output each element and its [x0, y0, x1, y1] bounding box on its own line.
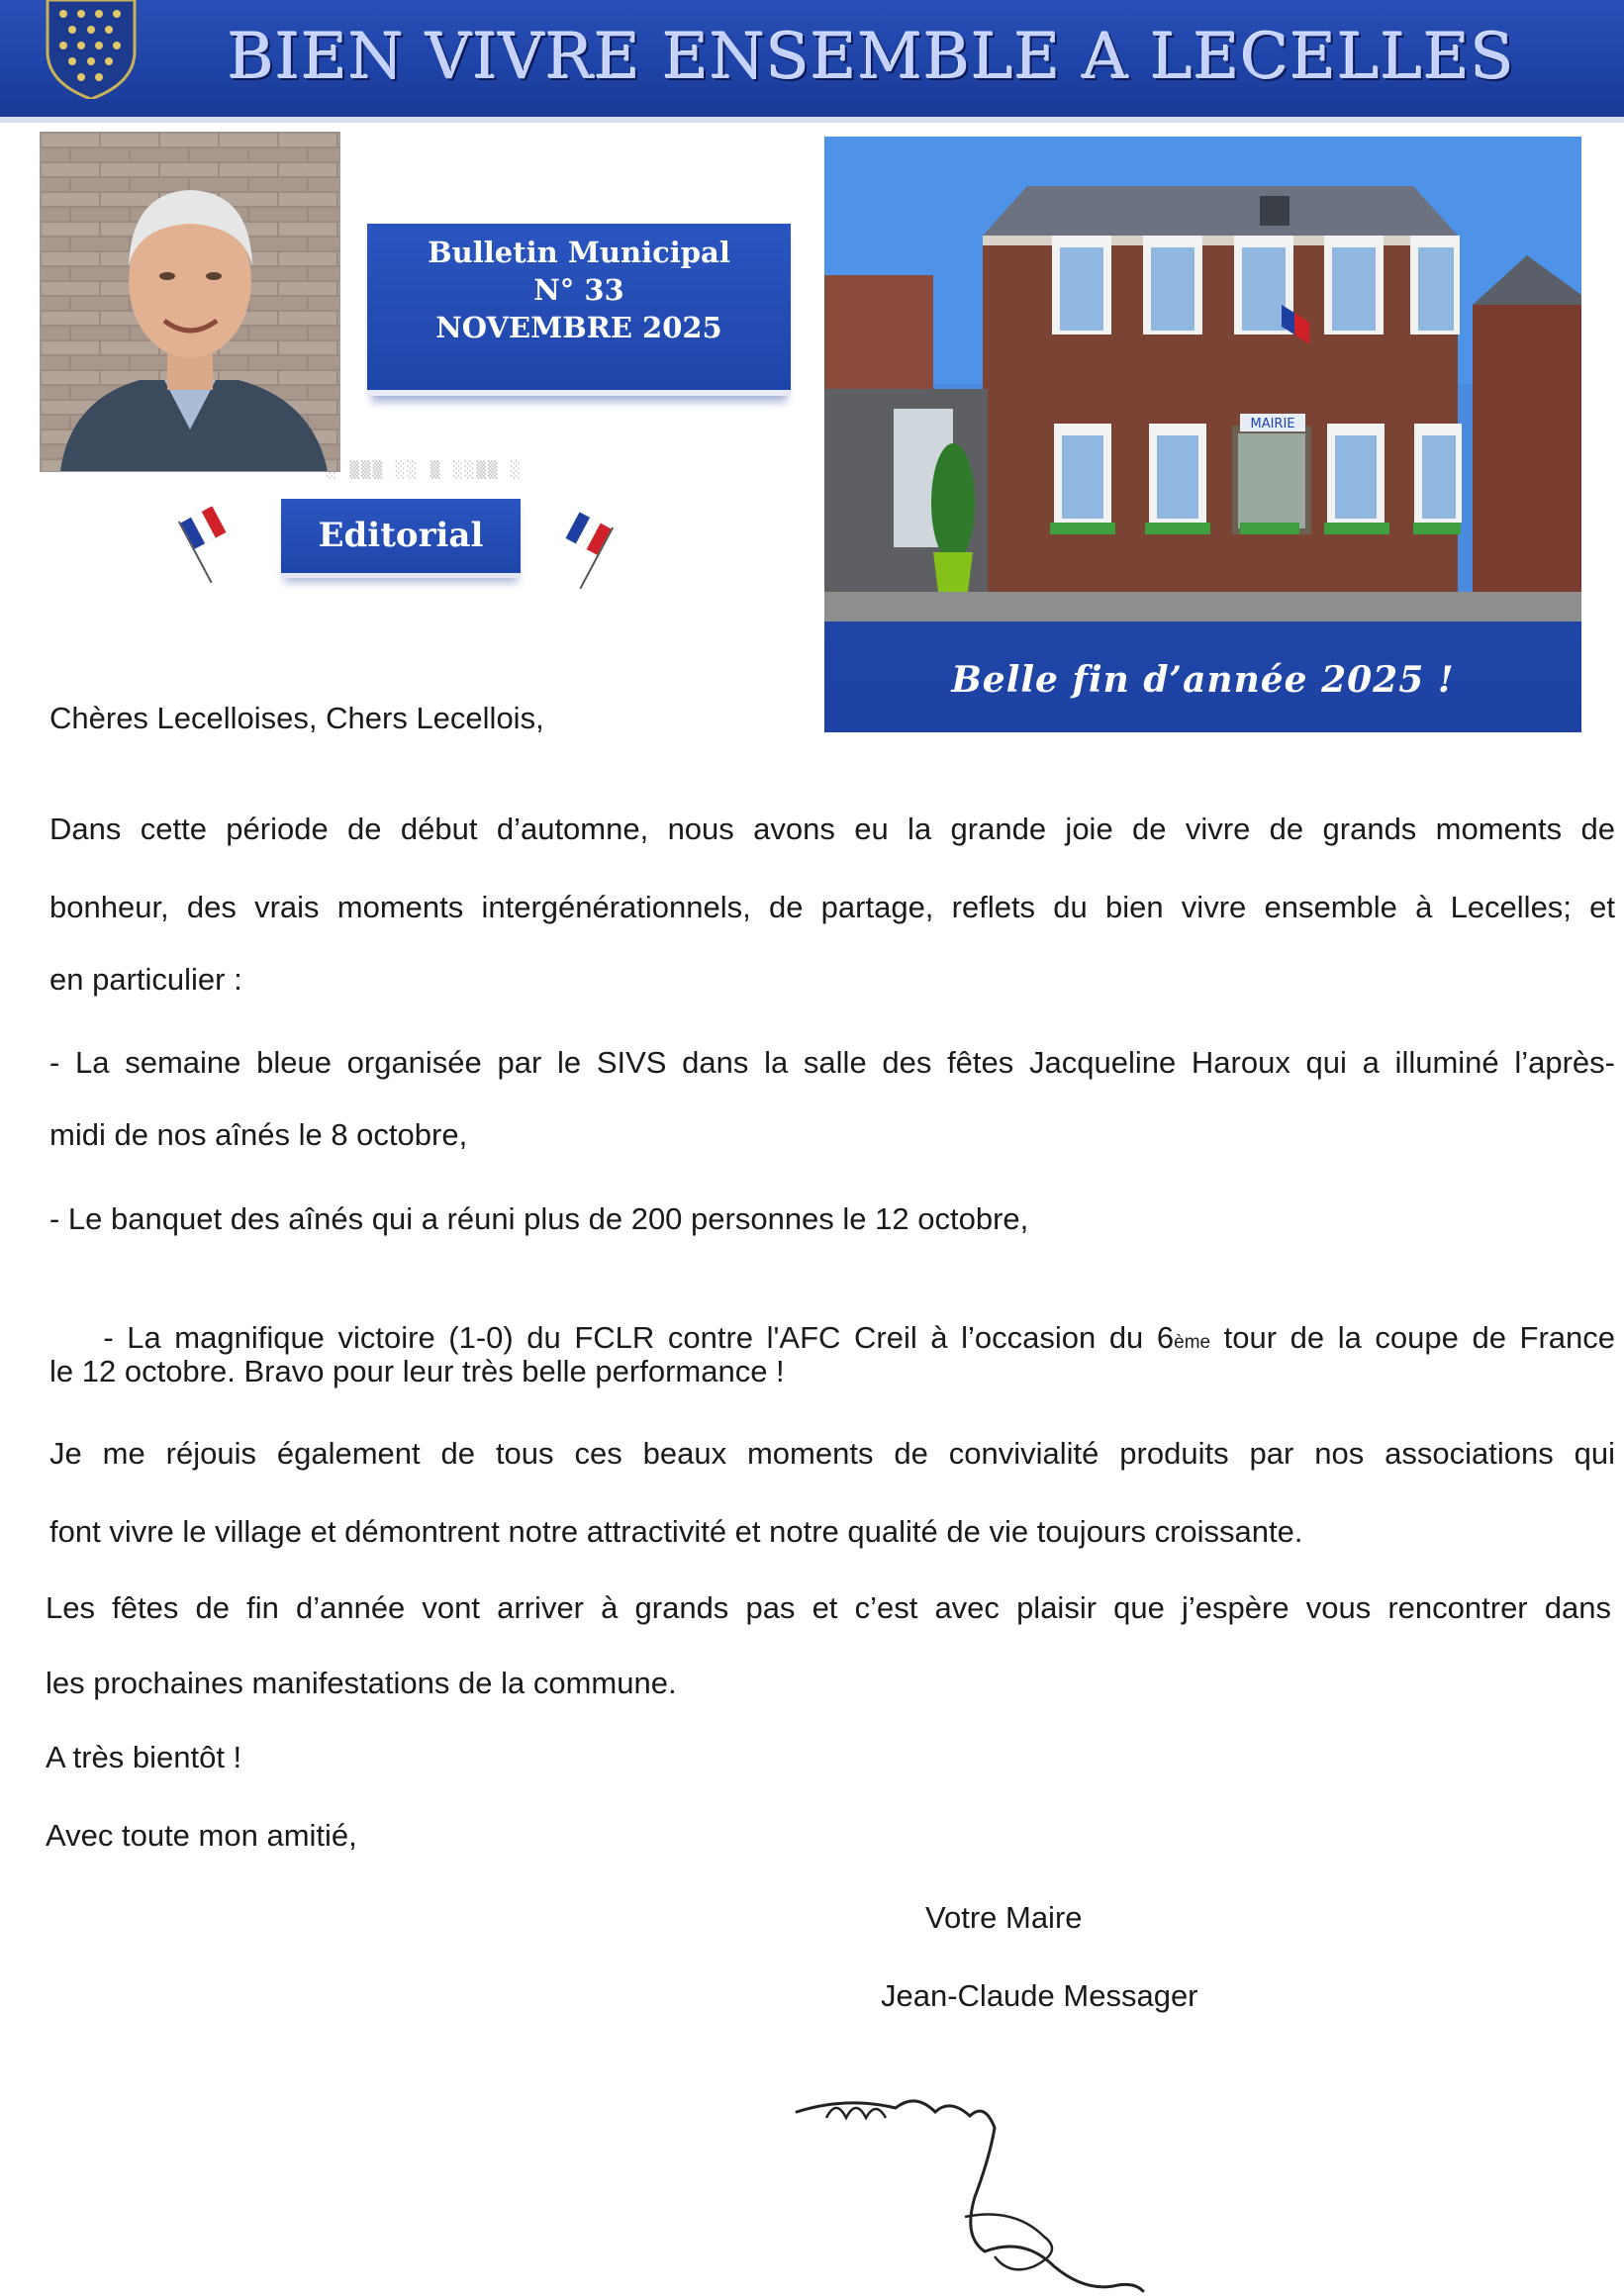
french-flag-icon	[178, 505, 238, 584]
townhall-panel	[824, 137, 1581, 732]
editorial-tag	[281, 499, 521, 578]
signature-role: Votre Maire	[925, 1900, 1083, 1935]
svg-text:MAIRIE: MAIRIE	[1250, 417, 1295, 431]
editorial-label: Editorial	[318, 516, 484, 555]
bulletin-title: Bulletin Municipal	[428, 236, 730, 269]
paragraph-line: font vivre le village et démontrent notre attractivité et notre qualité de vie toujours croissante.	[49, 1514, 1303, 1549]
bullet-line: midi de nos aînés le 8 octobre,	[49, 1117, 468, 1152]
paragraph-line: Je me réjouis également de tous ces beaux moments de convivialité produits par nos associations qui	[49, 1436, 1615, 1471]
closing-line: A très bientôt !	[46, 1740, 242, 1774]
paragraph-line: en particulier :	[49, 962, 242, 997]
paragraph-line: Dans cette période de début d’automne, nous avons eu la grande joie de vivre de grands moments de	[49, 812, 1615, 846]
paragraph-line: Les fêtes de fin d’année vont arriver à grands pas et c’est avec plaisir que j’espère vous rencontrer dans	[46, 1590, 1611, 1625]
bullet-line: le 12 octobre. Bravo pour leur très belle performance !	[49, 1354, 785, 1388]
bullet-line: - La semaine bleue organisée par le SIVS dans la salle des fêtes Jacqueline Haroux qui a illuminé l’après-	[49, 1045, 1615, 1080]
mayor-photo	[40, 132, 340, 472]
townhall-photo	[824, 137, 1581, 622]
closing-line: Avec toute mon amitié,	[46, 1818, 357, 1853]
signature-name: Jean-Claude Messager	[881, 1978, 1198, 2013]
french-flag-icon	[554, 511, 614, 590]
faded-stamp: ░ ▒▒▒ ░░ ▒ ░░▒▒ ░	[327, 460, 523, 479]
letter-salutation: Chères Lecelloises, Chers Lecellois,	[49, 701, 544, 735]
paragraph-line: bonheur, des vrais moments intergénérationnels, de partage, reflets du bien vivre ensemble à Lecelles; et	[49, 890, 1615, 924]
bulletin-number: N° 33	[533, 273, 624, 307]
greeting-banner: Belle fin d’année 2025 !	[951, 659, 1455, 701]
paragraph-line: les prochaines manifestations de la commune.	[46, 1666, 677, 1700]
fleur-de-lis-crest-icon	[42, 0, 141, 99]
superscript-text: ème	[1174, 1332, 1211, 1353]
bullet-line: - Le banquet des aînés qui a réuni plus de 200 personnes le 12 octobre,	[49, 1201, 1029, 1236]
bulletin-info-box	[367, 224, 791, 396]
bullet-text-part: tour de la coupe de France	[1210, 1320, 1616, 1355]
bulletin-date: NOVEMBRE 2025	[435, 311, 722, 344]
bullet-text-part: - La magnifique victoire (1-0) du FCLR contre l'AFC Creil à l’occasion du 6	[103, 1320, 1175, 1355]
handwritten-signature	[787, 2088, 1202, 2296]
banner-title: BIEN VIVRE ENSEMBLE A LECELLES	[228, 21, 1515, 94]
